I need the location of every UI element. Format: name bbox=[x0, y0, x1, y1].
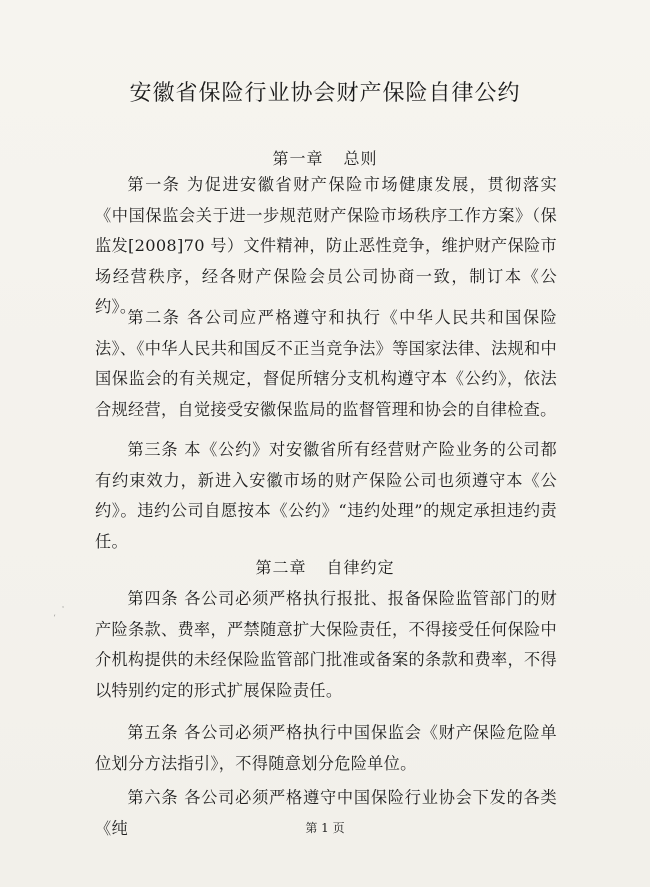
article-5: 第五条 各公司必须严格执行中国保监会《财产保险危险单位划分方法指引》，不得随意划分危险单位。 bbox=[95, 723, 557, 773]
scan-speck: · bbox=[60, 602, 67, 614]
article-1: 第一条 为促进安徽省财产保险市场健康发展，贯彻落实《中国保监会关于进一步规范财产保险市场秩序工作方案》（保监发[2008]70 号）文件精神，防止恶性竞争，维护财产保险市场经营秩序，经各财产保险会员公司协商一致，制订本《公约》。 bbox=[95, 175, 557, 316]
document-title: 安徽省保险行业协会财产保险自律公约 bbox=[129, 81, 521, 106]
article-4: 第四条 各公司必须严格执行报批、报备保险监管部门的财产险条款、费率，严禁随意扩大保险责任，不得接受任何保险中介机构提供的未经保险监管部门批准或备案的条款和费率，不得以特别约定的形式扩展保险责任。 bbox=[95, 589, 557, 700]
chapter-number: 第二章 bbox=[255, 558, 307, 577]
chapter-number: 第一章 bbox=[272, 149, 324, 168]
chapter-heading-2 bbox=[0, 555, 650, 578]
page-number: 第 1 页 bbox=[305, 821, 345, 835]
article-6: 第六条 各公司必须严格遵守中国保险行业协会下发的各类《纯 bbox=[95, 788, 557, 838]
article-3: 第三条 本《公约》对安徽省所有经营财产险业务的公司都有约束效力，新进入安徽市场的财产保险公司也须遵守本《公约》。违约公司自愿按本《公约》“违约处理”的规定承担违约责任。 bbox=[95, 440, 557, 551]
chapter-name: 总则 bbox=[343, 149, 378, 168]
chapter-name: 自律约定 bbox=[326, 558, 395, 577]
scan-speck: ′ bbox=[53, 613, 59, 625]
article-2: 第二条 各公司应严格遵守和执行《中华人民共和国保险法》、《中华人民共和国反不正当竞争法》等国家法律、法规和中国保监会的有关规定，督促所辖分支机构遵守本《公约》，依法合规经营，自觉接受安徽保监局的监督管理和协会的自律检查。 bbox=[95, 308, 557, 419]
chapter-heading-1 bbox=[0, 146, 650, 169]
